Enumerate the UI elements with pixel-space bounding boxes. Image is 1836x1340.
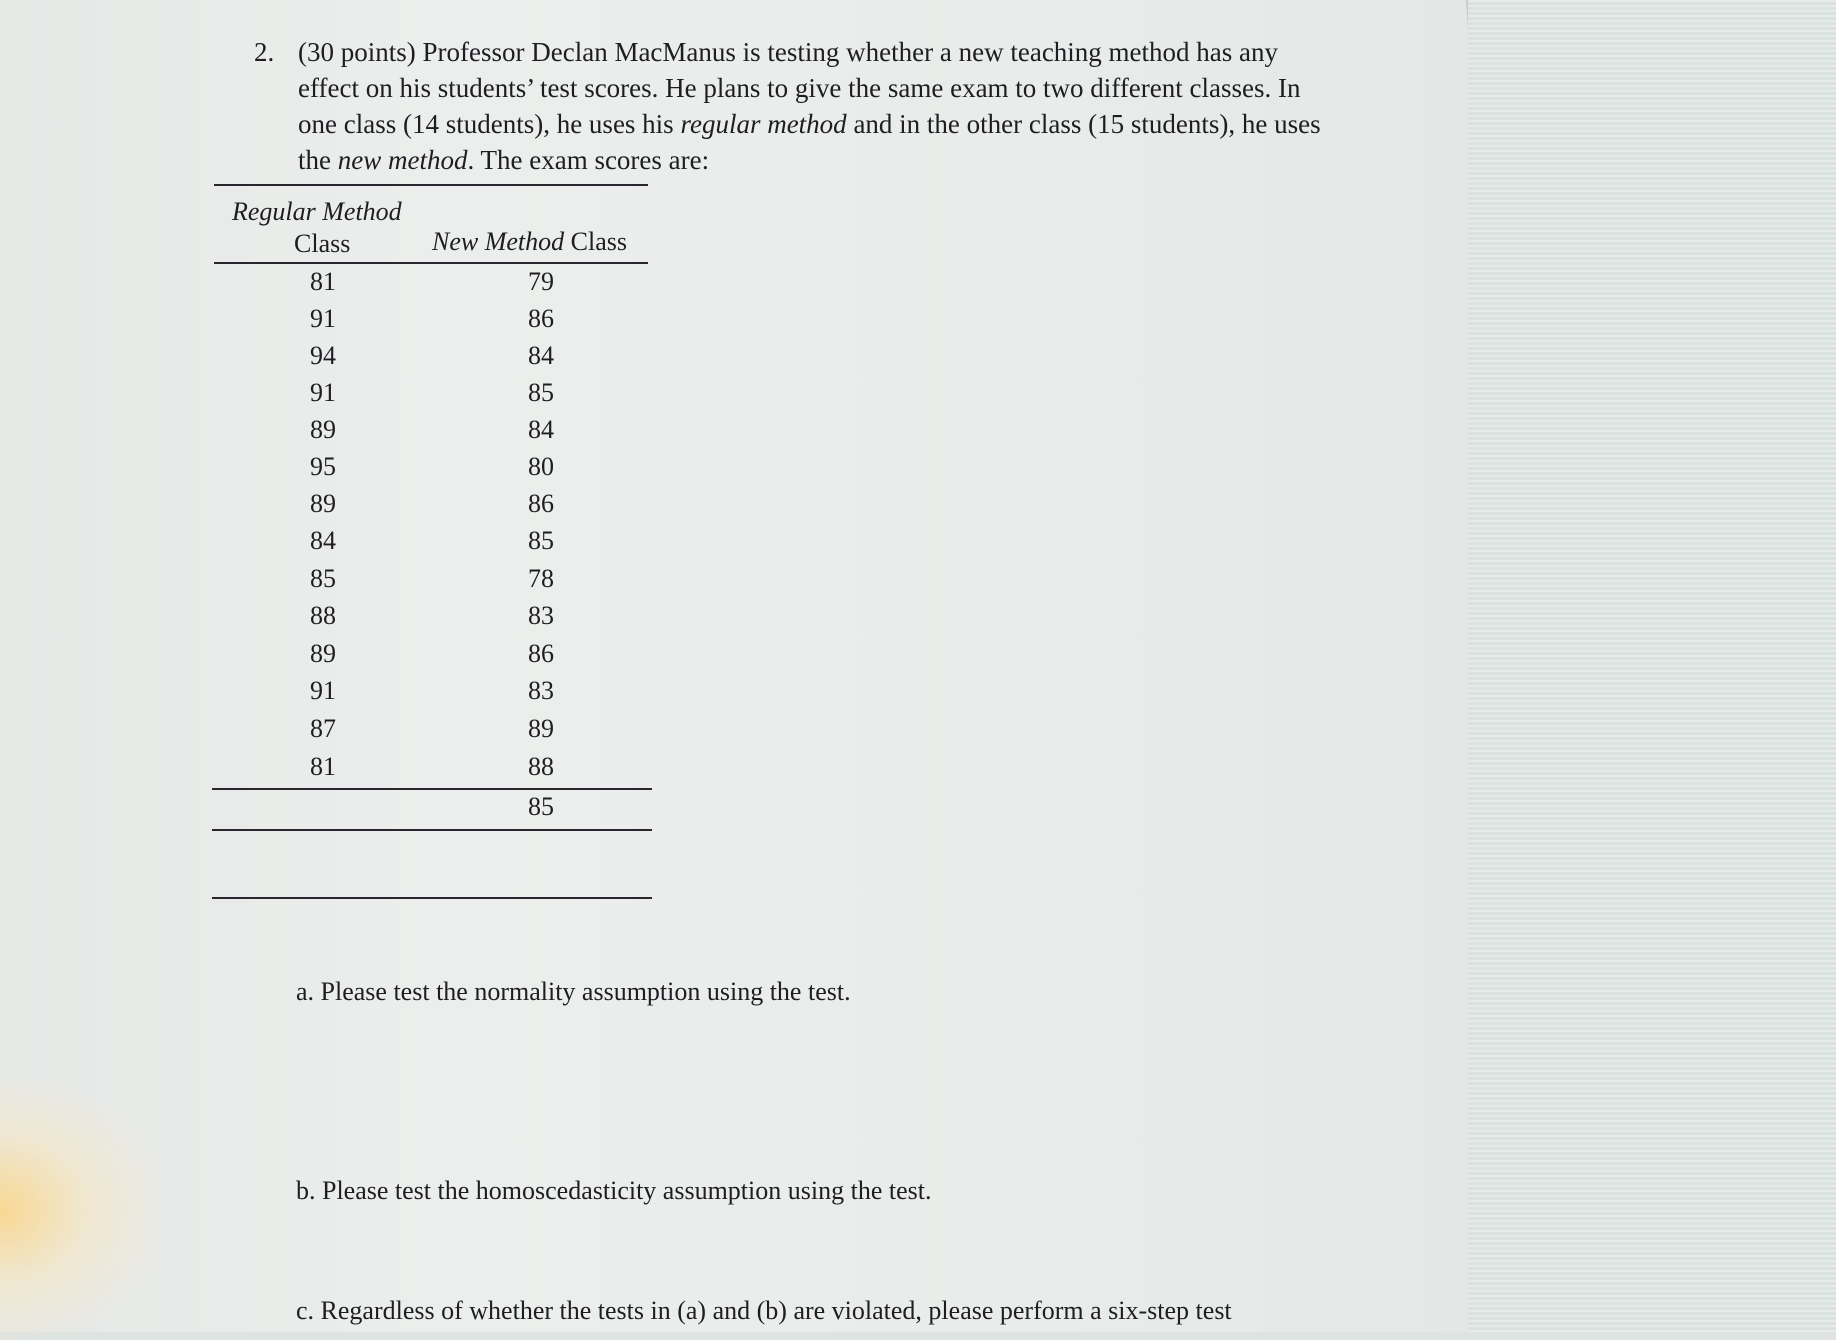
- regular-score: 89: [310, 415, 336, 444]
- table-bottom-rule: [212, 829, 652, 831]
- regular-score: 95: [310, 452, 336, 481]
- extra-rule: [212, 897, 652, 899]
- regular-score: 89: [310, 489, 336, 518]
- new-score: 83: [528, 601, 554, 630]
- regular-score: 89: [310, 639, 336, 668]
- header-new-class: Class: [570, 227, 627, 256]
- question-a: a. Please test the normality assumption using the test.: [296, 977, 851, 1006]
- problem-statement: [254, 34, 1334, 178]
- header-bottom-rule: [214, 262, 648, 264]
- new-score: 85: [528, 378, 554, 407]
- new-score: 84: [528, 415, 554, 444]
- background-surface: [1468, 0, 1836, 1332]
- header-regular-class: Class: [294, 229, 351, 258]
- new-score: 89: [528, 714, 554, 743]
- new-score: 86: [528, 304, 554, 333]
- table-top-rule: [214, 184, 648, 186]
- regular-score: 81: [310, 752, 336, 781]
- regular-score: 85: [310, 564, 336, 593]
- header-new-method: New Method: [432, 227, 565, 256]
- problem-number: 2.: [254, 37, 275, 67]
- new-score: 88: [528, 752, 554, 781]
- problem-middle: and in the other class (15 students), he uses the: [298, 109, 1321, 175]
- light-glare: [0, 1080, 160, 1340]
- new-method-term: new method: [337, 145, 468, 175]
- new-score: 85: [528, 792, 554, 821]
- regular-score: 81: [310, 267, 336, 296]
- header-regular-method: Regular Method: [232, 197, 402, 226]
- regular-score: 91: [310, 304, 336, 333]
- regular-method-term: regular method: [680, 109, 847, 139]
- regular-score: 87: [310, 714, 336, 743]
- header-new-method-class: [432, 226, 627, 258]
- new-score: 78: [528, 564, 554, 593]
- new-score: 79: [528, 267, 554, 296]
- problem-ending: . The exam scores are:: [467, 145, 710, 175]
- regular-score: 84: [310, 526, 336, 555]
- new-score: 83: [528, 676, 554, 705]
- table-row-rule: [212, 788, 652, 790]
- new-score: 85: [528, 526, 554, 555]
- new-score: 86: [528, 639, 554, 668]
- regular-score: 91: [310, 378, 336, 407]
- regular-score: 94: [310, 341, 336, 370]
- regular-score: 88: [310, 601, 336, 630]
- question-b: b. Please test the homoscedasticity assumption using the test.: [296, 1176, 932, 1205]
- regular-score: 91: [310, 676, 336, 705]
- problem-points: (30 points): [298, 37, 416, 67]
- problem-text: [298, 34, 1334, 178]
- question-c: c. Regardless of whether the tests in (a) and (b) are violated, please perform a six-step test: [296, 1296, 1232, 1325]
- new-score: 86: [528, 489, 554, 518]
- problem-intro: Professor Declan MacManus is testing whether a new teaching method has any effect on his students’ test scores. He plans to give the same exam to two different classes. In one class (14 students), he uses his: [298, 37, 1301, 139]
- new-score: 80: [528, 452, 554, 481]
- new-score: 84: [528, 341, 554, 370]
